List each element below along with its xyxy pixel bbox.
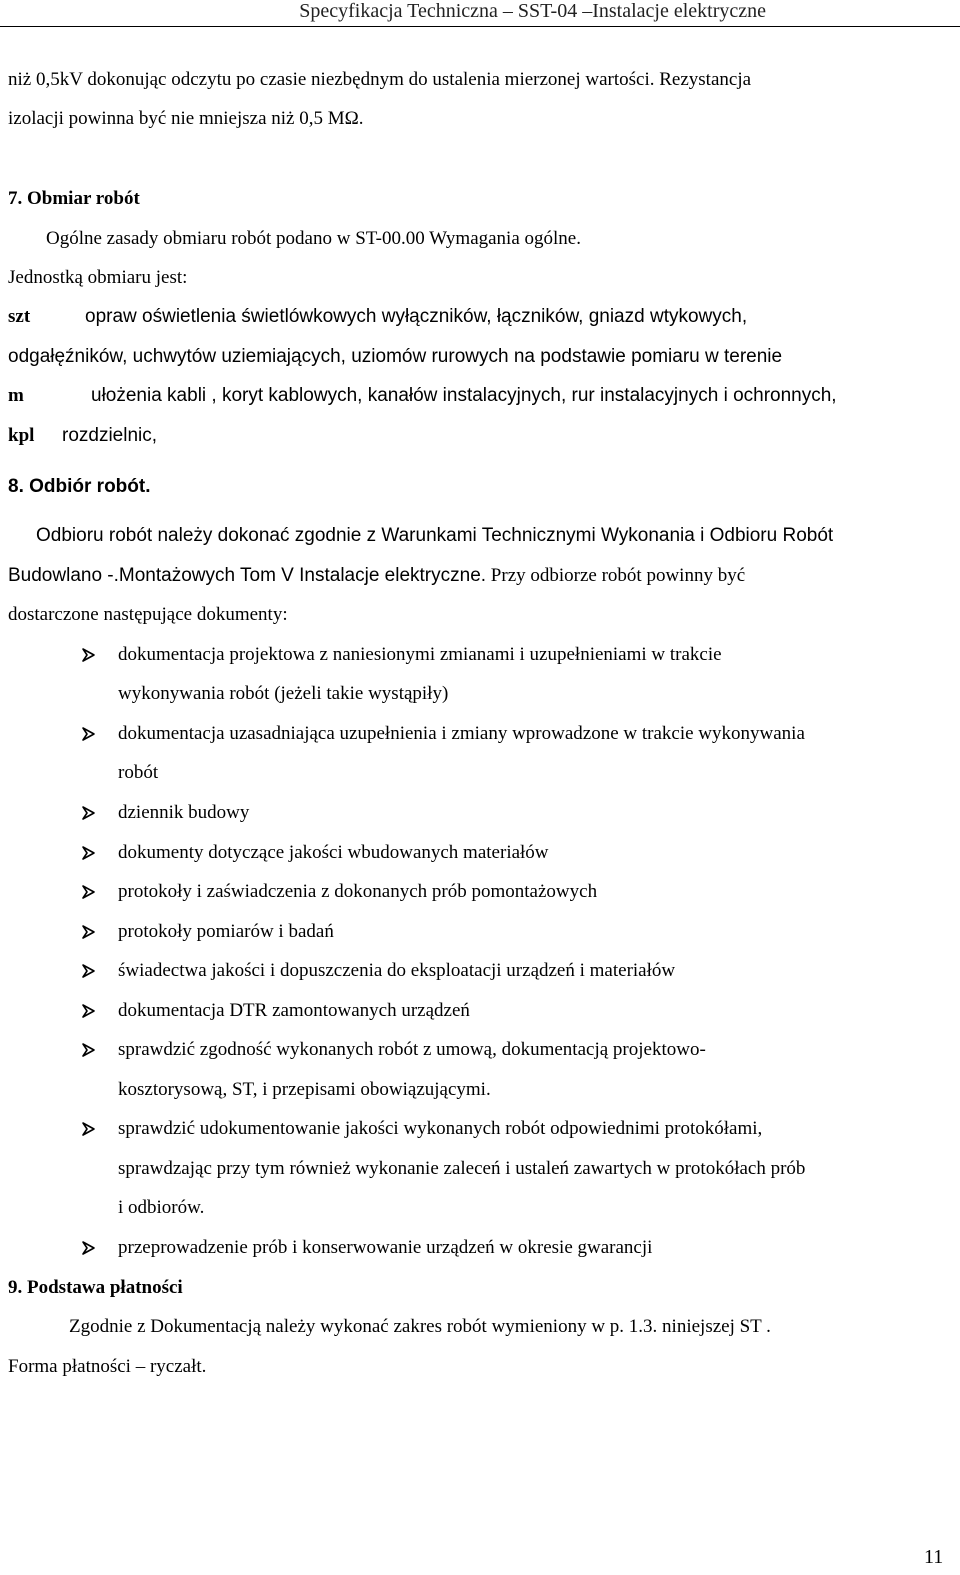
arrow-bullet-icon <box>80 801 100 825</box>
bullet-line-5: dziennik budowy <box>118 802 250 823</box>
bullet-line-1: dokumentacja projektowa z naniesionymi zmianami i uzupełnieniami w trakcie <box>118 644 722 665</box>
bullet-line-13: sprawdzić udokumentowanie jakości wykonanych robót odpowiednimi protokółami, <box>118 1118 763 1139</box>
unit-text-szt: opraw oświetlenia świetlówkowych wyłączników, łączników, gniazd wtykowych, <box>85 306 748 327</box>
section-9-line-2: Forma płatności – ryczałt. <box>8 1356 207 1377</box>
bullet-line-9: świadectwa jakości i dopuszczenia do eksploatacji urządzeń i materiałów <box>118 960 676 981</box>
section-8-para-line-2-a: Budowlano -.Montażowych Tom V Instalacje elektryczne. <box>8 565 487 586</box>
bullet-line-10: dokumentacja DTR zamontowanych urządzeń <box>118 1000 470 1021</box>
section-8-para-line-1: Odbioru robót należy dokonać zgodnie z Warunkami Technicznymi Wykonania i Odbioru Robót <box>36 525 834 546</box>
arrow-bullet-icon <box>80 1038 100 1062</box>
intro-line-1: niż 0,5kV dokonując odczytu po czasie niezbędnym do ustalenia mierzonej wartości. Rezystancja <box>8 69 752 90</box>
arrow-bullet-icon <box>80 841 100 865</box>
arrow-bullet-icon <box>80 999 100 1023</box>
unit-text-m: ułożenia kabli , koryt kablowych, kanałów instalacyjnych, rur instalacyjnych i ochronnych, <box>91 385 837 406</box>
arrow-bullet-icon <box>80 722 100 746</box>
bullet-line-6: dokumenty dotyczące jakości wbudowanych materiałów <box>118 842 549 863</box>
unit-text-continuation: odgałęźników, uchwytów uziemiających, uziomów rurowych na podstawie pomiaru w terenie <box>8 346 783 367</box>
arrow-bullet-icon <box>80 920 100 944</box>
unit-code-kpl: kpl <box>8 425 35 446</box>
unit-code-m: m <box>8 385 24 406</box>
bullet-line-3: dokumentacja uzasadniająca uzupełnienia i zmiany wprowadzone w trakcie wykonywania <box>118 723 805 744</box>
arrow-bullet-icon <box>80 959 100 983</box>
arrow-bullet-icon <box>80 1117 100 1141</box>
bullet-line-15: i odbiorów. <box>118 1197 205 1218</box>
bullet-line-2: wykonywania robót (jeżeli takie wystąpiły) <box>118 683 449 704</box>
bullet-line-8: protokoły pomiarów i badań <box>118 921 334 942</box>
section-7-general: Ogólne zasady obmiaru robót podano w ST-00.00 Wymagania ogólne. <box>46 228 581 249</box>
unit-code-szt: szt <box>8 306 31 327</box>
intro-line-2: izolacji powinna być nie mniejsza niż 0,5 MΩ. <box>8 108 364 129</box>
bullet-line-11: sprawdzić zgodność wykonanych robót z umową, dokumentacją projektowo- <box>118 1039 706 1060</box>
unit-text-kpl: rozdzielnic, <box>62 425 158 446</box>
bullet-line-14: sprawdzając przy tym również wykonanie zaleceń i ustaleń zawartych w protokółach prób <box>118 1158 806 1179</box>
document-title: Specyfikacja Techniczna – SST-04 –Instalacje elektryczne <box>299 0 766 22</box>
bullet-line-12: kosztorysową, ST, i przepisami obowiązującymi. <box>118 1079 491 1100</box>
page-number: 11 <box>924 1546 944 1568</box>
arrow-bullet-icon <box>80 1236 100 1260</box>
section-7-heading: 7. Obmiar robót <box>8 188 140 209</box>
section-9-line-1: Zgodnie z Dokumentacją należy wykonać zakres robót wymieniony w p. 1.3. niniejszej ST . <box>69 1316 771 1337</box>
section-7-unit-intro: Jednostką obmiaru jest: <box>8 267 188 288</box>
section-9-heading: 9. Podstawa płatności <box>8 1277 183 1298</box>
arrow-bullet-icon <box>80 880 100 904</box>
section-8-para-line-2 <box>8 564 745 588</box>
section-8-para-line-2-b: Przy odbiorze robót powinny być <box>486 565 746 586</box>
bullet-line-16: przeprowadzenie prób i konserwowanie urządzeń w okresie gwarancji <box>118 1237 653 1258</box>
section-8-para-line-3: dostarczone następujące dokumenty: <box>8 604 288 625</box>
arrow-bullet-icon <box>80 643 100 667</box>
bullet-line-7: protokoły i zaświadczenia z dokonanych prób pomontażowych <box>118 881 598 902</box>
bullet-line-4: robót <box>118 762 159 783</box>
section-8-heading: 8. Odbiór robót. <box>8 476 151 497</box>
page-header <box>0 0 960 27</box>
